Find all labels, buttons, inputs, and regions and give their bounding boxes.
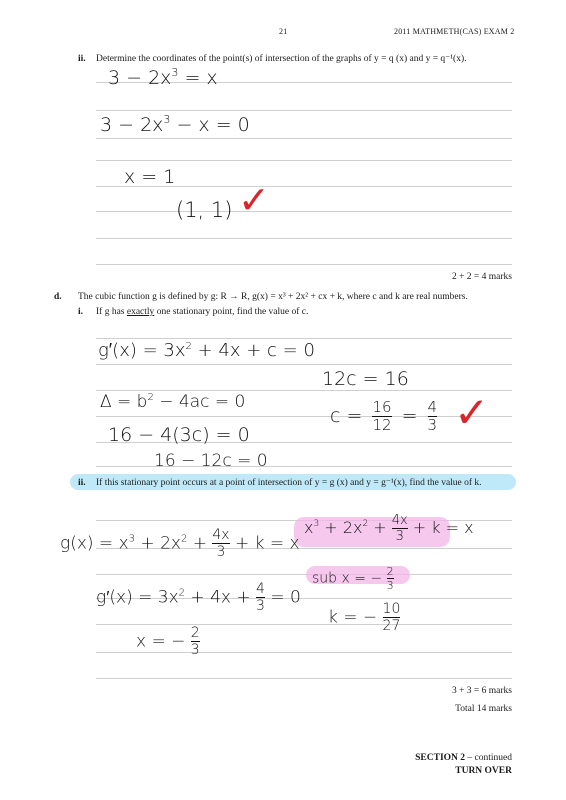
handwritten-working: 16 − 12c = 0 <box>154 451 268 471</box>
handwritten-working: $x^3 + 2x^2$ + $\frac{4x}{3}$ + k = x <box>304 513 474 544</box>
answer-line <box>96 110 512 111</box>
tick-mark-icon: ✓ <box>238 178 270 222</box>
handwritten-working: $g'(x) = 3x^2 + 4x + c = 0$ <box>98 340 315 361</box>
turn-over: TURN OVER <box>455 766 512 776</box>
section-footer: SECTION 2 – continued <box>415 753 512 763</box>
handwritten-working: 12c = 16 <box>322 368 409 390</box>
answer-line <box>96 211 512 212</box>
total-marks: Total 14 marks <box>455 704 512 714</box>
answer-line <box>96 416 512 417</box>
answer-line <box>96 678 512 679</box>
question-label: d. <box>54 292 62 302</box>
handwritten-answer: k = − $\frac{10}{27}$ <box>328 601 401 634</box>
handwritten-working: $3 - 2x^3 - x = 0$ <box>100 113 250 136</box>
question-text: The cubic function g is defined by g: R → R, g(x) = x³ + 2x² + cx + k, where c and k are real numbers. <box>78 292 468 302</box>
handwritten-answer: (1, 1) <box>176 198 233 222</box>
handwritten-working: $g(x) = x^3 + 2x^2$ + $\frac{4x}{3}$ + k = x <box>60 527 300 560</box>
handwritten-working: $g'(x) = 3x^2 + 4x$ + $\frac{4}{3}$ = 0 <box>96 581 301 614</box>
handwritten-working: x = 1 <box>124 166 176 188</box>
question-label: ii. <box>78 478 86 488</box>
answer-line <box>96 160 512 161</box>
question-text: Determine the coordinates of the point(s) of intersection of the graphs of y = q (x) and y = q⁻¹(x). <box>96 54 467 64</box>
handwritten-working: sub x = − $\frac{2}{3}$ <box>312 565 394 592</box>
answer-line <box>96 574 512 575</box>
exam-title: 2011 MATHMETH(CAS) EXAM 2 <box>394 27 515 36</box>
handwritten-working: $\Delta = b^2 - 4ac = 0$ <box>100 392 246 412</box>
handwritten-answer: c = $\frac{16}{12}$ = $\frac{4}{3}$ <box>330 398 438 434</box>
answer-line <box>96 364 512 365</box>
answer-line <box>96 264 512 265</box>
tick-mark-icon: ✓ <box>454 388 490 437</box>
answer-line <box>96 238 512 239</box>
answer-line <box>96 138 512 139</box>
handwritten-working: x = − $\frac{2}{3}$ <box>136 625 200 658</box>
question-text: If g has exactly one stationary point, find the value of c. <box>96 307 309 317</box>
handwritten-working: 16 − 4(3c) = 0 <box>108 424 250 446</box>
answer-line <box>96 338 512 339</box>
handwritten-working: $3 - 2x^3 = x$ <box>108 66 218 89</box>
marks-label: 3 + 3 = 6 marks <box>451 686 512 696</box>
marks-label: 2 + 2 = 4 marks <box>451 272 512 282</box>
answer-line <box>96 624 512 625</box>
question-text: If this stationary point occurs at a point of intersection of y = g (x) and y = g⁻¹(x), find the value of k. <box>96 478 482 488</box>
question-label: ii. <box>78 54 86 64</box>
page-number: 21 <box>279 27 288 36</box>
question-label: i. <box>78 307 84 317</box>
answer-line <box>96 390 512 391</box>
